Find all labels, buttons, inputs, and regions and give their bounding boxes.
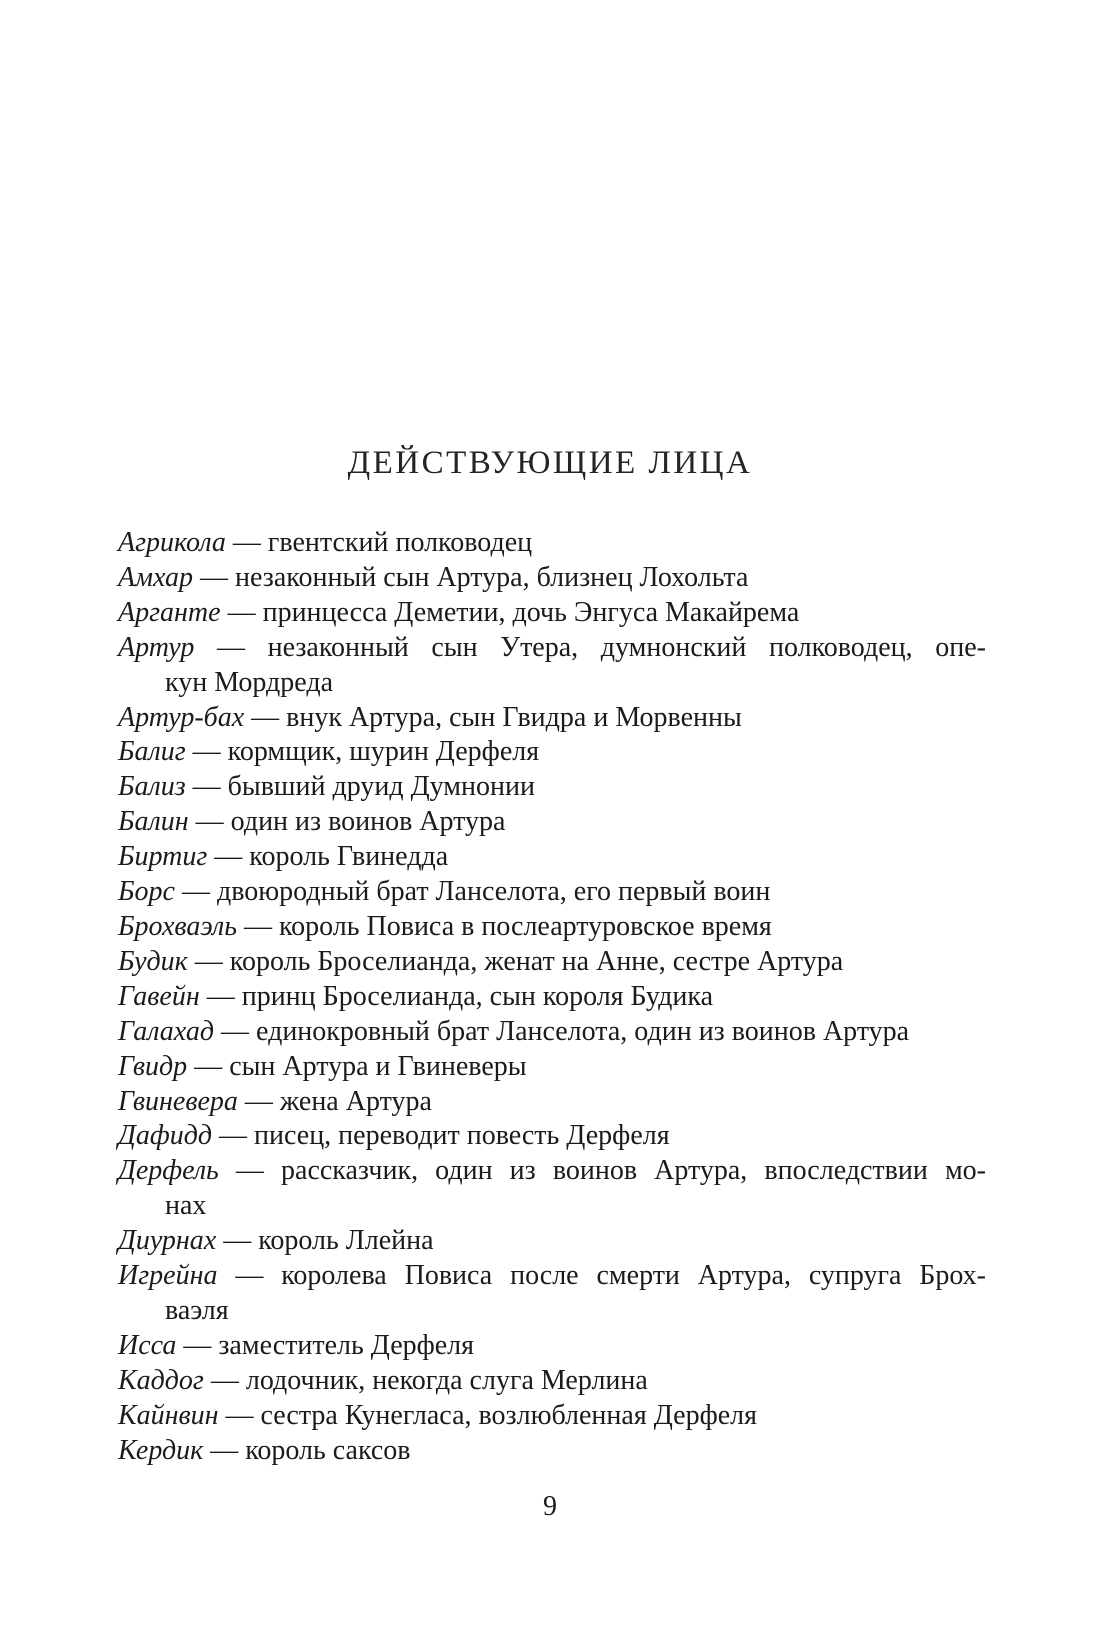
entry-first-line: Биртиг — король Гвинедда [118,841,449,873]
character-name: Борс [118,876,175,908]
entry-first-line: Борс — двоюродный брат Ланселота, его первый воин [118,876,771,908]
entry-first-line: Гвиневера — жена Артура [118,1085,432,1117]
character-name: Балиг [118,736,186,768]
entry-first-line: Галахад — единокровный брат Ланселота, один из воинов Артура [118,1015,910,1047]
entry-continuation-line: кун Мордреда [165,666,333,698]
character-name: Кайнвин [118,1399,219,1431]
character-list [118,526,986,1468]
character-name: Будик [118,945,188,977]
entry-first-line: Кайнвин — сестра Кунегласа, возлюбленная Дерфеля [118,1399,757,1431]
entry-first-line: Балин — один из воинов Артура [118,806,506,838]
entry-continuation-line: ваэля [165,1294,229,1326]
entry-first-line: Арганте — принцесса Деметии, дочь Энгуса Макайрема [118,596,800,628]
character-name: Гавейн [118,980,200,1012]
character-entry [118,910,986,945]
character-name: Кердик [118,1434,204,1466]
character-entry [118,1015,986,1050]
character-name: Галахад [118,1015,215,1047]
character-name: Арганте [118,596,221,628]
character-entry [118,1364,986,1399]
entry-first-line: Игрейна — королева Повиса после смерти Артура, супруга Брох- [118,1260,986,1292]
entry-first-line: Гвидр — сын Артура и Гвиневеры [118,1050,527,1082]
character-entry [118,561,986,596]
character-entry [118,1050,986,1085]
entry-first-line: Диурнах — король Ллейна [118,1225,434,1257]
character-name: Гвидр [118,1050,188,1082]
character-entry [118,1085,986,1120]
character-entry [118,1399,986,1434]
character-name: Агрикола [118,527,226,558]
entry-continuation-line: нах [165,1190,207,1222]
character-name: Биртиг [118,841,208,873]
character-name: Игрейна [118,1260,218,1292]
page-number: 9 [543,1491,557,1522]
character-name: Исса [118,1329,177,1361]
character-entry [118,1329,986,1364]
entry-first-line: Дерфель — рассказчик, один из воинов Артура, впоследствии мо- [118,1155,986,1187]
character-entry [118,701,986,736]
page-title: ДЕЙСТВУЮЩИЕ ЛИЦА [347,445,753,481]
entry-first-line: Исса — заместитель Дерфеля [118,1329,475,1361]
entry-first-line: Гавейн — принц Броселианда, сын короля Будика [118,980,713,1012]
character-name: Бализ [118,771,186,803]
character-name: Брохваэль [118,910,237,942]
character-entry [118,875,986,910]
entry-first-line: Кердик — король саксов [118,1434,411,1466]
character-name: Амхар [118,561,194,593]
character-name: Гвиневера [118,1085,238,1117]
character-entry [118,735,986,770]
character-name: Дафидд [118,1120,213,1152]
character-entry [118,631,986,701]
entry-first-line: Дафидд — писец, переводит повесть Дерфеля [118,1120,670,1152]
character-entry [118,945,986,980]
character-name: Диурнах [118,1225,217,1257]
character-entry [118,1154,986,1224]
character-entry [118,1119,986,1154]
entry-first-line: Артур — незаконный сын Утера, думнонский полководец, опе- [118,631,986,663]
entry-first-line: Агрикола — гвентский полководец [118,527,533,558]
character-entry [118,805,986,840]
character-name: Балин [118,806,189,838]
entry-first-line: Балиг — кормщик, шурин Дерфеля [118,736,540,768]
entry-first-line: Амхар — незаконный сын Артура, близнец Лохольта [118,561,749,593]
entry-first-line: Бализ — бывший друид Думнонии [118,771,535,803]
entry-first-line: Брохваэль — король Повиса в послеартуровское время [118,910,772,942]
character-entry [118,526,986,561]
entry-first-line: Каддог — лодочник, некогда слуга Мерлина [118,1364,648,1396]
entry-first-line: Будик — король Броселианда, женат на Анне, сестре Артура [118,945,844,977]
entry-first-line: Артур-бах — внук Артура, сын Гвидра и Морвенны [118,701,742,733]
character-entry [118,770,986,805]
character-entry [118,1434,986,1469]
character-entry [118,840,986,875]
character-name: Дерфель [118,1155,219,1187]
character-name: Артур [118,631,195,663]
character-name: Артур-бах [118,701,245,733]
character-entry [118,1224,986,1259]
character-entry [118,596,986,631]
character-entry [118,980,986,1015]
character-entry [118,1259,986,1329]
character-name: Каддог [118,1364,204,1396]
